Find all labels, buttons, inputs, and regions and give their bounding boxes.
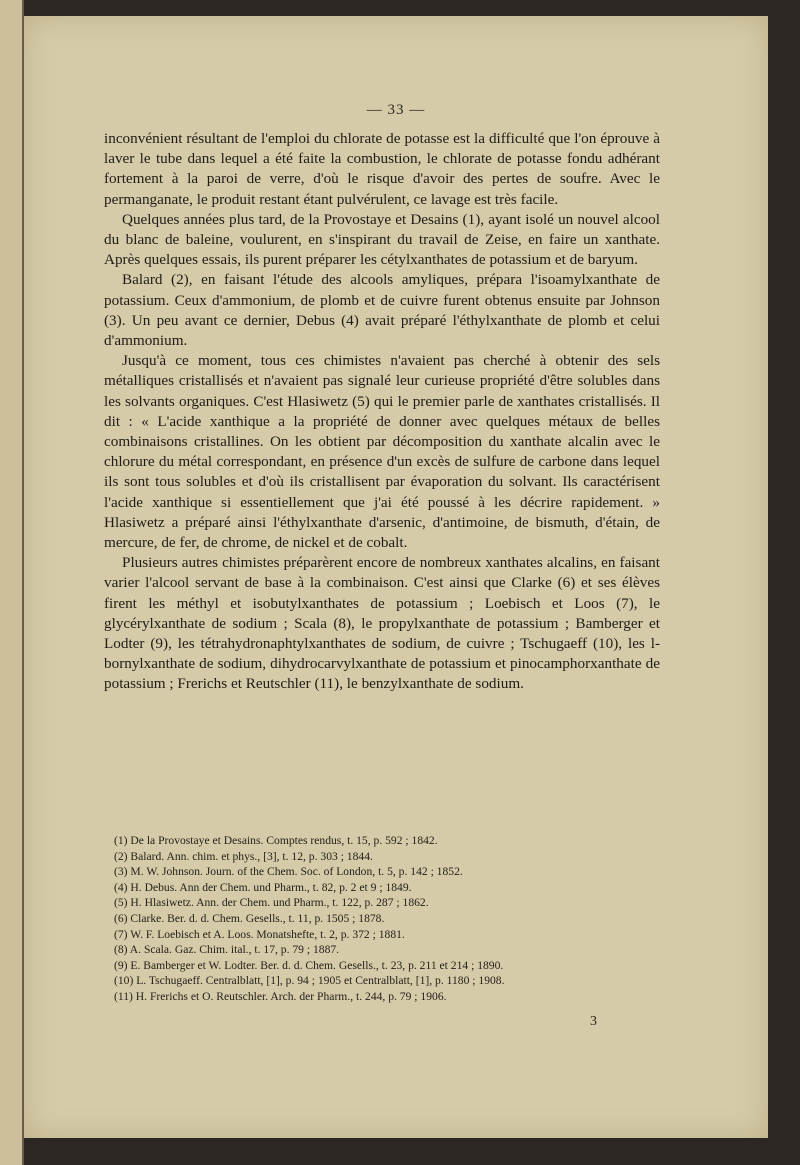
adjacent-page-edge <box>0 0 24 1165</box>
footnote: (11) H. Frerichs et O. Reutschler. Arch. der Pharm., t. 244, p. 79 ; 1906. <box>114 989 447 1003</box>
footnote: (7) W. F. Loebisch et A. Loos. Monatshefte, t. 2, p. 372 ; 1881. <box>114 927 405 941</box>
footnote: (1) De la Provostaye et Desains. Comptes rendus, t. 15, p. 592 ; 1842. <box>114 834 438 847</box>
paragraph: Plusieurs autres chimistes préparèrent encore de nombreux xanthates alcalins, en faisant varier l'alcool servant de base à la combinaison. C'est ainsi que Clarke (6) et ses élèves firent les méthyl et isobutylxanthates de potassium ; Loebisch et Loos (7), le glycérylxanthate de sodium ; Scala (8), le propylxanthate de potassium ; Bamberger et Lodter (9), les tétrahydronaphtylxanthates de sodium, de cuivre ; Tschugaeff (10), les l-bornylxanthate de sodium, dihydrocarvylxanthate de potassium et pinocamphorxanthate de potassium ; Frerichs et Reutschler (11), le benzylxanthate de sodium. <box>104 554 660 693</box>
footnote: (8) A. Scala. Gaz. Chim. ital., t. 17, p. 79 ; 1887. <box>114 943 340 957</box>
signature-mark: 3 <box>590 1014 597 1029</box>
paragraph: Jusqu'à ce moment, tous ces chimistes n'avaient pas cherché à obtenir des sels métalliques cristallisés et n'avaient pas signalé leur curieuse propriété d'être solubles dans les solvants organiques. C'est Hlasiwetz (5) qui le premier parle de xanthates cristallisés. Il dit : « L'acide xanthique a la propriété de donner avec quelques métaux de belles combinaisons cristallines. On les obtient par décomposition du xanthate alcalin avec le chlorure du métal correspondant, en présence d'un excès de sulfure de carbone dans lequel ils sont tous solubles et d'où ils cristallisent par évaporation du solvant. Ils caractérisent l'acide xanthique si essentiellement que j'ai été poussé à les décrire rapidement. » Hlasiwetz a préparé ainsi l'éthylxanthate d'arsenic, d'antimoine, de bismuth, d'étain, de mercure, de fer, de chrome, de nickel et de cobalt. <box>104 352 660 552</box>
footnote: (10) L. Tschugaeff. Centralblatt, [1], p. 94 ; 1905 et Centralblatt, [1], p. 1180 ; 1908. <box>114 974 505 988</box>
page-number: — 33 — <box>366 102 426 118</box>
paragraph: inconvénient résultant de l'emploi du chlorate de potasse est la difficulté que l'on éprouve à laver le tube dans lequel a été faite la combustion, le chlorate de potasse fondu adhérant fortement à la paroi de verre, d'où le risque d'avoir des pertes de soufre. Avec le permanganate, le produit restant étant pulvérulent, ce lavage est très facile. <box>104 130 660 208</box>
footnote: (6) Clarke. Ber. d. d. Chem. Gesells., t. 11, p. 1505 ; 1878. <box>114 911 385 925</box>
footnote: (3) M. W. Johnson. Journ. of the Chem. Soc. of London, t. 5, p. 142 ; 1852. <box>114 865 463 879</box>
paragraph: Quelques années plus tard, de la Provostaye et Desains (1), ayant isolé un nouvel alcool du blanc de baleine, voulurent, en s'inspirant du travail de Zeise, en faire un xanthate. Après quelques essais, ils purent préparer les cétylxanthates de potassium et de baryum. <box>104 210 660 269</box>
body-text <box>104 129 660 695</box>
paragraph: Balard (2), en faisant l'étude des alcools amyliques, prépara l'isoamylxanthate de potassium. Ceux d'ammonium, de plomb et de cuivre furent obtenus ensuite par Johnson (3). Un peu avant ce dernier, Debus (4) avait préparé l'éthylxanthate de plomb et celui d'ammonium. <box>104 271 660 350</box>
footnote: (5) H. Hlasiwetz. Ann. der Chem. und Pharm., t. 122, p. 287 ; 1862. <box>114 896 429 910</box>
footnote: (4) H. Debus. Ann der Chem. und Pharm., t. 82, p. 2 et 9 ; 1849. <box>114 880 412 894</box>
book-page <box>24 16 768 1138</box>
footnote: (9) E. Bamberger et W. Lodter. Ber. d. d. Chem. Gesells., t. 23, p. 211 et 214 ; 1890. <box>114 958 504 972</box>
footnotes <box>114 833 660 1005</box>
footnote: (2) Balard. Ann. chim. et phys., [3], t. 12, p. 303 ; 1844. <box>114 849 373 863</box>
